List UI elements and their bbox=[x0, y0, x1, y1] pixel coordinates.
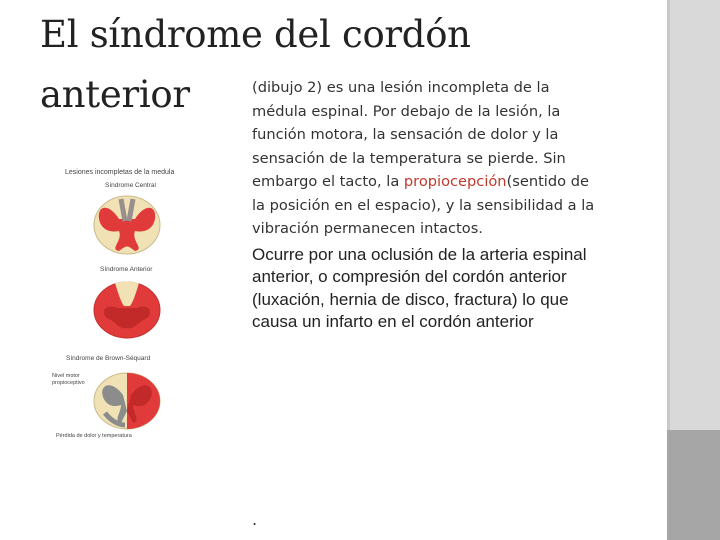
title-line-1: El síndrome del cordón bbox=[40, 13, 471, 56]
propiocepcion-link[interactable]: propiocepción bbox=[403, 173, 507, 190]
side-bar-block bbox=[667, 430, 720, 540]
decorative-side-bar bbox=[667, 0, 720, 540]
label-motor-level: Nivel motor bbox=[52, 373, 80, 379]
title-line-2: anterior bbox=[40, 73, 190, 116]
spinal-cord-figure bbox=[52, 165, 200, 445]
para1-text-start: (dibujo 2) es una lesión incompleta de la médula espinal. Por debajo de la lesión, la función motora, la sensación de dolor y la sensación de la temperatura se pierde. Sin embargo el tacto, la bbox=[252, 79, 566, 190]
label-central-syndrome: Síndrome Central bbox=[105, 182, 156, 189]
label-anterior-syndrome: Síndrome Anterior bbox=[100, 266, 153, 273]
label-brown-sequard: Síndrome de Brown-Séquard bbox=[66, 355, 151, 362]
description-paragraph bbox=[252, 76, 604, 241]
trailing-dot: . bbox=[252, 510, 258, 529]
brown-sequard-diagram bbox=[94, 373, 160, 429]
central-syndrome-diagram bbox=[94, 196, 160, 254]
anterior-syndrome-diagram bbox=[94, 282, 160, 339]
spinal-cord-diagrams bbox=[70, 165, 200, 445]
label-proprioceptive: propioceptivo bbox=[52, 380, 85, 386]
para1-text-end: (sentido de la posición en el espacio), y la sensibilidad a la vibración permanecen intactos. bbox=[252, 173, 595, 237]
body-text bbox=[252, 76, 604, 334]
label-pain-temperature-loss: Pérdida de dolor y temperatura bbox=[56, 433, 132, 439]
figure-heading: Lesiones incompletas de la medula bbox=[65, 169, 175, 176]
cause-paragraph: Ocurre por una oclusión de la arteria espinal anterior, o compresión del cordón anterior (luxación, hernia de disco, fractura) lo que causa un infarto en el cordón anterior bbox=[252, 244, 587, 332]
